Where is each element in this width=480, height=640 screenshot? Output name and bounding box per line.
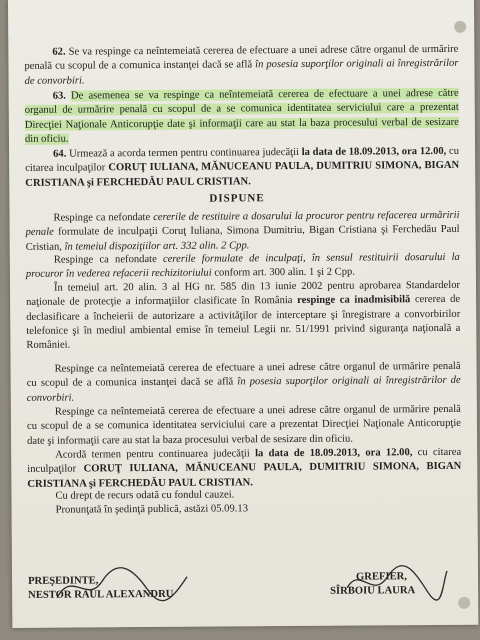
dispositive-4 xyxy=(27,360,461,406)
paragraph-text: În temeiul art. 20 alin. 3 al HG nr. 585 din 13 iunie 2002 pentru aprobarea Standardelor naţionale de protecţie a informaţiilor clasificate în România xyxy=(26,279,461,309)
italic-text: în posesia suporţilor originali ai înregistrărilor de convorbiri. xyxy=(26,375,461,404)
paragraph-text: conform art. 300 alin. 1 şi 2 Cpp. xyxy=(211,266,355,279)
clerk-title: GREFIER, xyxy=(355,571,407,583)
italic-text: cererile de restituire a dosarului la procuror pentru refacerea urmăririi penale xyxy=(25,209,460,239)
paragraph-text: cu citarea inculpaţilor xyxy=(27,446,462,476)
paragraph-64 xyxy=(25,145,459,191)
dispositive-5 xyxy=(27,403,461,449)
bold-text: respinge ca inadmisibilă xyxy=(297,294,411,307)
paragraph-text: Se va respinge ca neîntemeiată cererea de efectuare a unei adrese către organul de urmărire penală cu scopul de a comunica instanţei dacă se află xyxy=(24,43,459,73)
dispositive-6 xyxy=(27,446,461,492)
bold-names: CORUŢ IULIANA, MĂNUCEANU PAULA, DUMITRIU SIMONA, BIGAN CRISTIANA şi FERCHEDĂU PAUL CRISTIAN. xyxy=(27,461,462,490)
paragraph-text: Respinge ca nefondate xyxy=(53,253,164,266)
bold-date: la data de 18.09.2013, ora 12.00, xyxy=(255,447,413,460)
highlighted-text: De asemenea se va respinge ca neîntemeiată cererea de efectuare a unei adrese către organul de urmărire penală cu scopul de a se comunica identitatea serviciului care a prezentat Direcţiei Naţionale Anticorupţie date şi informaţii care au stat la baza procesului verbal de sesizare din oficiu. xyxy=(24,87,459,145)
clerk-name: SÎRBOIU LAURA xyxy=(330,585,416,597)
paragraph-number: 62. xyxy=(52,46,66,58)
paragraph-text: cu citarea inculpaţilor xyxy=(25,145,460,175)
president-signature xyxy=(52,559,192,610)
paragraph-text: Urmează a acorda termen pentru continuarea judecăţii xyxy=(69,146,302,160)
punch-hole xyxy=(458,597,470,609)
document-page xyxy=(8,0,478,628)
paragraph-text: Respinge ca neîntemeiată cererea de efectuare a unei adrese către organul de urmărire penală cu scopul de a se comunica identitatea serviciului care a prezentat Direcţiei Naţionale Anticorupţie date şi informaţii care au stat la baza procesului verbal de sesizare din oficiu. xyxy=(26,403,462,447)
president-name: NESTOR RAUL ALEXANDRU xyxy=(28,588,174,601)
dispositive-1 xyxy=(25,209,459,255)
paragraph-text: Acordă termen pentru continuarea judecăţii xyxy=(55,448,256,461)
paragraph-text: Respinge ca neîntemeiată cererea de efectuare a unei adrese către organul de urmărire penală cu scopul de a comunica instanţei dacă se află xyxy=(26,360,461,390)
appeal-note: Cu drept de recurs odată cu fondul cauzei. xyxy=(55,489,235,502)
pronouncement-date: Pronunţată în şedinţă publică, astăzi 05.09.13 xyxy=(55,503,249,516)
paragraph-number: 63. xyxy=(52,90,66,102)
bold-date: la data de 18.09.2013, ora 12.00, xyxy=(301,145,447,158)
president-title: PREŞEDINTE, xyxy=(28,575,99,587)
dispositive-2 xyxy=(26,251,460,283)
clerk-signature xyxy=(342,557,452,608)
dispositive-3 xyxy=(26,279,460,354)
italic-text: în temeiul dispoziţiilor art. 332 alin. 2 Cpp. xyxy=(64,239,250,253)
italic-text: în posesia suporţilor originali ai înregistrărilor de convorbiri. xyxy=(24,58,459,87)
bold-names: CORUŢ IULIANA, MĂNUCEANU PAULA, DUMITRIU SIMONA, BIGAN CRISTIANA şi FERCHEDĂU PAUL CRISTIAN. xyxy=(25,160,460,189)
paragraph-text: Respinge ca nefondate xyxy=(53,211,154,224)
paragraph-number: 64. xyxy=(53,148,67,160)
paragraph-text: formulate de inculpaţii Coruţ Iuliana, Simona Dumitriu, Bigan Cristiana şi Ferchedău Paul Cristian, xyxy=(25,224,460,253)
punch-hole xyxy=(454,21,466,33)
paragraph-62 xyxy=(24,43,458,89)
paragraph-text: cererea de declasificare a încheierii de autorizare a activităţilor de interceptare şi înregistrare a convorbirilor telefonice şi în mediul ambiental emise în temeiul Legii nr. 51/1991 privind siguranţa naţională a României. xyxy=(26,294,461,352)
italic-text: cererile formulate de inculpaţi, în sensul restituirii dosarului la procuror în vederea refacerii rechizitoriului xyxy=(25,251,460,281)
section-title: DISPUNE xyxy=(209,192,265,205)
paragraph-63 xyxy=(25,87,459,147)
